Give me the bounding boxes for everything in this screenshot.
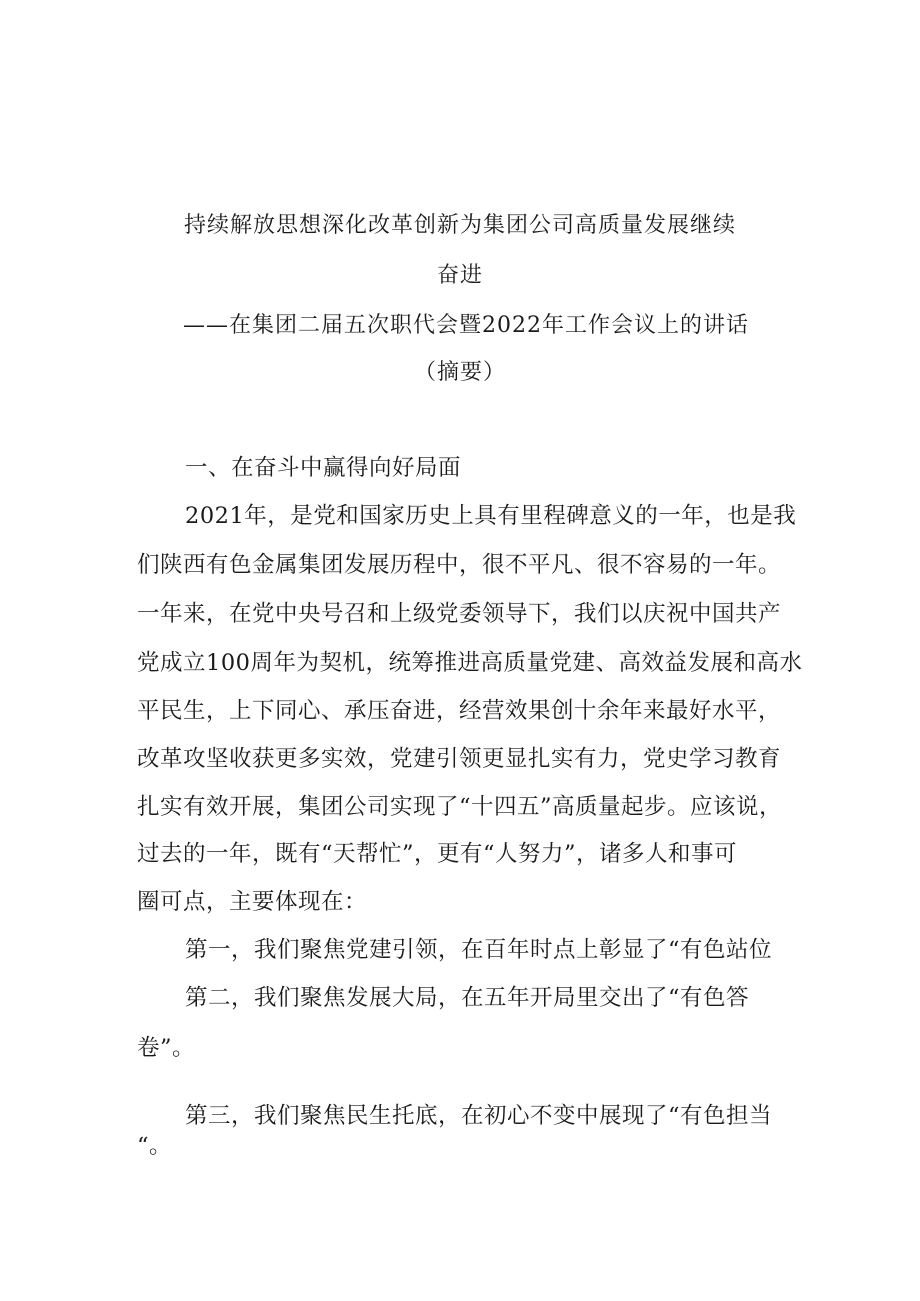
paragraph-line: 圈可点，主要体现在：: [137, 889, 368, 915]
paragraph-line: 们陕西有色金属集团发展历程中，很不平凡、很不容易的一年。: [137, 552, 782, 578]
abstract-label: （摘要）: [413, 360, 506, 385]
paragraph-line: 一年来，在党中央号召和上级党委领导下，我们以庆祝中国共产: [137, 601, 782, 627]
point-two-line-2: 卷”。: [137, 1035, 196, 1061]
paragraph-line: 平民生，上下同心、承压奋进，经营效果创十余年来最好水平，: [137, 698, 782, 724]
point-two-line-1: 第二，我们聚焦发展大局，在五年开局里交出了“有色答: [185, 985, 750, 1011]
document-title-line-2: 奋进: [436, 263, 483, 288]
point-three-line-2: “。: [137, 1133, 173, 1159]
section-heading: 一、在奋斗中赢得向好局面: [185, 455, 462, 481]
paragraph-line: 改革攻坚收获更多实效，党建引领更显扎实有力，党史学习教育: [137, 746, 782, 772]
paragraph-line: 党成立100周年为契机，统筹推进高质量党建、高效益发展和高水: [137, 650, 803, 676]
paragraph-line: 扎实有效开展，集团公司实现了“十四五”高质量起步。应该说，: [137, 794, 783, 820]
paragraph-line: 2021年，是党和国家历史上具有里程碑意义的一年，也是我: [185, 503, 797, 529]
document-title-line-1: 持续解放思想深化改革创新为集团公司高质量发展继续: [183, 213, 736, 238]
document-subtitle: ——在集团二届五次职代会暨2022年工作会议上的讲话: [183, 313, 749, 338]
point-three-line-1: 第三，我们聚焦民生托底，在初心不变中展现了“有色担当: [185, 1103, 773, 1129]
point-one: 第一，我们聚焦党建引领，在百年时点上彰显了“有色站位: [185, 937, 773, 963]
paragraph-line: 过去的一年，既有“天帮忙”，更有“人努力”，诸多人和事可: [137, 841, 738, 867]
